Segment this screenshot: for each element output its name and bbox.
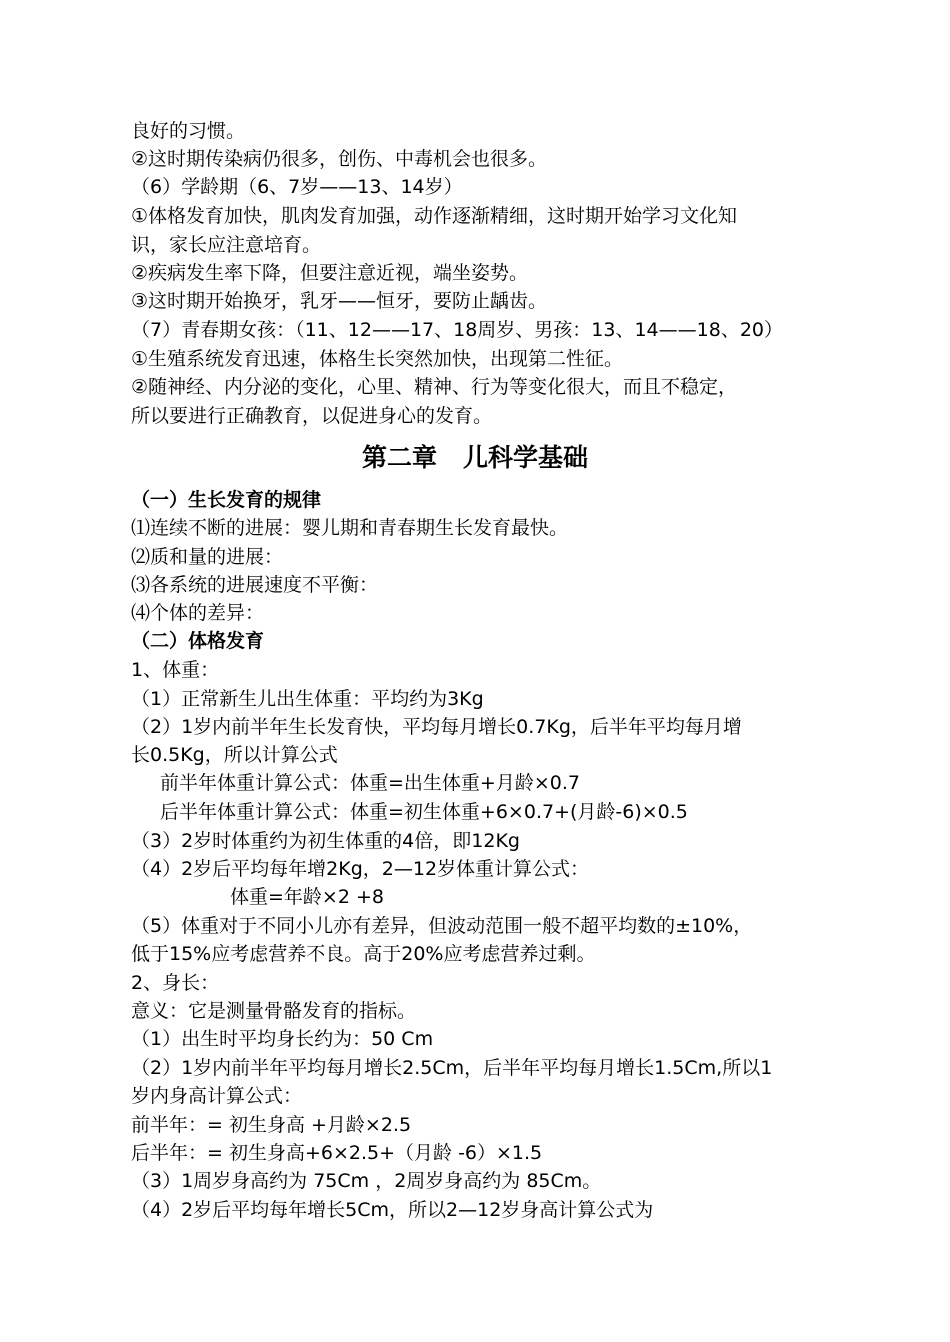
- text-line: 所以要进行正确教育，以促进身心的发育。: [131, 405, 493, 427]
- text-line: ②疾病发生率下降，但要注意近视，端坐姿势。: [131, 262, 529, 284]
- text-line: （1）正常新生儿出生体重：平均约为3Kg: [131, 688, 484, 710]
- chapter-title: 第二章 儿科学基础: [361, 443, 589, 472]
- text-line: 识，家长应注意培育。: [131, 234, 322, 256]
- text-line: ⑵质和量的进展：: [131, 546, 284, 568]
- text-line: （2）1岁内前半年平均每月增长2.5Cm，后半年平均每月增长1.5Cm,所以1: [131, 1057, 773, 1079]
- text-line: （2）1岁内前半年生长发育快，平均每月增长0.7Kg，后半年平均每月增: [131, 716, 742, 738]
- text-line: （5）体重对于不同小儿亦有差异，但波动范围一般不超平均数的±10%，: [131, 915, 753, 937]
- text-line: 岁内身高计算公式：: [131, 1085, 303, 1107]
- text-line: 长0.5Kg，所以计算公式: [131, 744, 338, 766]
- text-line: （3）2岁时体重约为初生体重的4倍，即12Kg: [131, 830, 520, 852]
- formula-line: 前半年体重计算公式：体重=出生体重+月龄×0.7: [160, 772, 580, 794]
- section-heading: （二）体格发育: [131, 630, 265, 652]
- text-line: （7）青春期女孩：（11、12——17、18周岁、男孩：13、14——18、20）: [131, 319, 784, 341]
- text-line: （4）2岁后平均每年增长5Cm，所以2—12岁身高计算公式为: [131, 1199, 654, 1221]
- text-line: ①体格发育加快，肌肉发育加强，动作逐渐精细，这时期开始学习文化知: [131, 205, 738, 227]
- text-line: 良好的习惯。: [131, 120, 246, 142]
- text-line: （6）学龄期（6、7岁——13、14岁）: [131, 176, 463, 198]
- text-line: ①生殖系统发育迅速，体格生长突然加快，出现第二性征。: [131, 348, 624, 370]
- text-line: ②随神经、内分泌的变化，心里、精神、行为等变化很大，而且不稳定，: [131, 376, 738, 398]
- formula-line: 后半年：= 初生身高+6×2.5+（月龄 -6）×1.5: [131, 1142, 543, 1164]
- text-line: （4）2岁后平均每年增2Kg，2—12岁体重计算公式：: [131, 858, 590, 880]
- text-line: ⑴连续不断的进展：婴儿期和青春期生长发育最快。: [131, 517, 569, 539]
- formula-line: 体重=年龄×2 +8: [230, 886, 384, 908]
- text-line: ⑷个体的差异：: [131, 602, 265, 624]
- formula-line: 后半年体重计算公式：体重=初生体重+6×0.7+(月龄-6)×0.5: [160, 801, 688, 823]
- text-line: ⑶各系统的进展速度不平衡：: [131, 574, 379, 596]
- text-line: 低于15%应考虑营养不良。高于20%应考虑营养过剩。: [131, 943, 596, 965]
- text-line: ②这时期传染病仍很多，创伤、中毒机会也很多。: [131, 148, 548, 170]
- text-line: 2、身长：: [131, 972, 220, 994]
- text-line: （3）1周岁身高约为 75Cm ，2周岁身高约为 85Cm。: [131, 1170, 602, 1192]
- text-line: 意义：它是测量骨骼发育的指标。: [131, 1000, 417, 1022]
- formula-line: 前半年：= 初生身高 +月龄×2.5: [131, 1114, 412, 1136]
- text-line: 1、体重：: [131, 659, 220, 681]
- text-line: ③这时期开始换牙，乳牙——恒牙，要防止龋齿。: [131, 290, 548, 312]
- section-heading: （一）生长发育的规律: [131, 489, 322, 511]
- text-line: （1）出生时平均身长约为：50 Cm: [131, 1028, 434, 1050]
